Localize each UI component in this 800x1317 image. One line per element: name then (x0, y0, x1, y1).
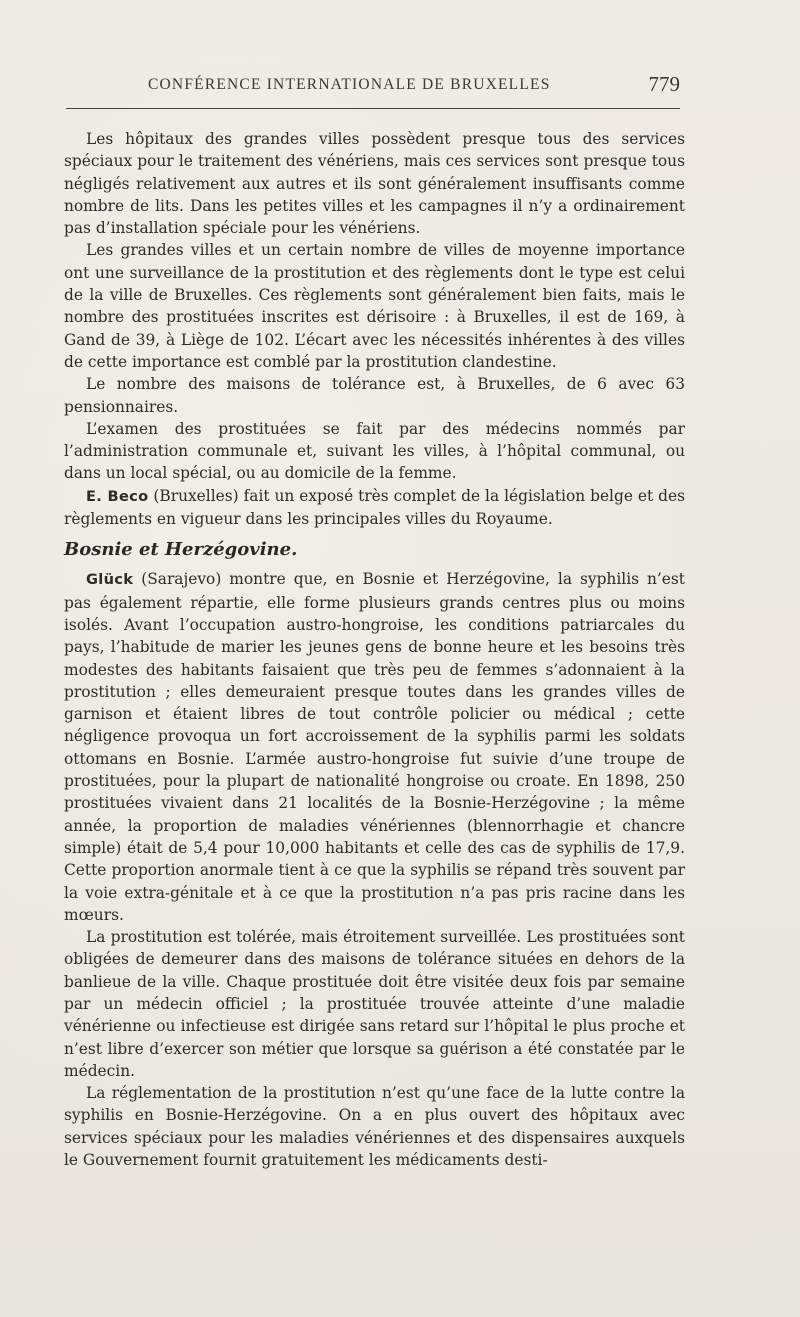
running-head: CONFÉRENCE INTERNATIONALE DE BRUXELLES (148, 76, 551, 93)
speaker-name: Glück (86, 571, 134, 589)
paragraph (64, 485, 685, 531)
page-number: 779 (648, 72, 680, 96)
paragraph: Le nombre des maisons de tolérance est, à Bruxelles, de 6 avec 63 pensionnaires. (64, 375, 685, 416)
body-text (64, 128, 685, 1171)
paragraph-text: (Bruxelles) fait un exposé très complet de la législation belge et des règlements en vigueur dans les principales villes du Royaume. (64, 486, 685, 529)
paragraph-text: (Sarajevo) montre que, en Bosnie et Herzégovine, la syphilis n’est pas également répartie, elle forme plusieurs grands centres plus ou moins isolés. Avant l’occupation austro-hongroise, les conditions patriarcales du pays, l’habitude de marier les jeunes gens de bonne heure et les besoins très modestes des habitants faisaient que très peu de femmes s’adonnaient à la prostitution ; elles demeuraient presque toutes dans les grandes villes de garnison et étaient libres de tout contrôle policier ou médical ; cette négligence provoqua un fort accroissement de la syphilis parmi les soldats ottomans en Bosnie. L’armée austro-hongroise fut suivie d’une troupe de prostituées, pour la plupart de nationalité hongroise ou croate. En 1898, 250 prostituées vivaient dans 21 localités de la Bosnie-Herzégovine ; la même année, la proportion de maladies vénériennes (blennorrhagie et chancre simple) était de 5,4 pour 10,000 habitants et celle des cas de syphilis de 17,9. Cette proportion anormale tient à ce que la syphilis se répand très souvent par la voie extra-génitale et à ce que la prostitution n’a pas pris racine dans les mœurs. (64, 570, 685, 924)
page-header (66, 72, 680, 102)
paragraph: La réglementation de la prostitution n’est qu’une face de la lutte contre la syphilis en Bosnie-Herzégovine. On a en plus ouvert des hôpitaux avec services spéciaux pour les maladies vénériennes et des dispensaires auxquels le Gouvernement fournit gratuitement les médicaments desti- (64, 1084, 685, 1170)
paragraph: Les grandes villes et un certain nombre de villes de moyenne importance ont une surveillance de la prostitution et des règlements dont le type est celui de la ville de Bruxelles. Ces règlements sont généralement bien faits, mais le nombre des prostituées inscrites est dérisoire : à Bruxelles, il est de 169, à Gand de 39, à Liège de 102. L’écart avec les nécessités inhérentes à des villes de cette importance est comblé par la prostitution clandestine. (64, 241, 685, 371)
section-heading: Bosnie et Herzégovine. (64, 539, 298, 561)
paragraph: La prostitution est tolérée, mais étroitement surveillée. Les prostituées sont obligées de demeurer dans des maisons de tolérance situées en dehors de la banlieue de la ville. Chaque prostituée doit être visitée deux fois par semaine par un médecin officiel ; la prostituée trouvée atteinte d’une maladie vénérienne ou infectieuse est dirigée sans retard sur l’hôpital le plus proche et n’est libre d’exercer son métier que lorsque sa guérison a été constatée par le médecin. (64, 928, 685, 1080)
header-rule (66, 108, 680, 109)
paragraph: Les hôpitaux des grandes villes possèdent presque tous des services spéciaux pour le traitement des vénériens, mais ces services sont presque tous négligés relativement aux autres et ils sont généralement insuffisants comme nombre de lits. Dans les petites villes et les campagnes il n’y a ordinairement pas d’installation spéciale pour les vénériens. (64, 130, 685, 238)
paragraph: L’examen des prostituées se fait par des médecins nommés par l’administration communale et, suivant les villes, à l’hôpital communal, ou dans un local spécial, ou au domicile de la femme. (64, 419, 685, 483)
paragraph (64, 568, 685, 926)
speaker-name: E. Beco (86, 487, 149, 505)
